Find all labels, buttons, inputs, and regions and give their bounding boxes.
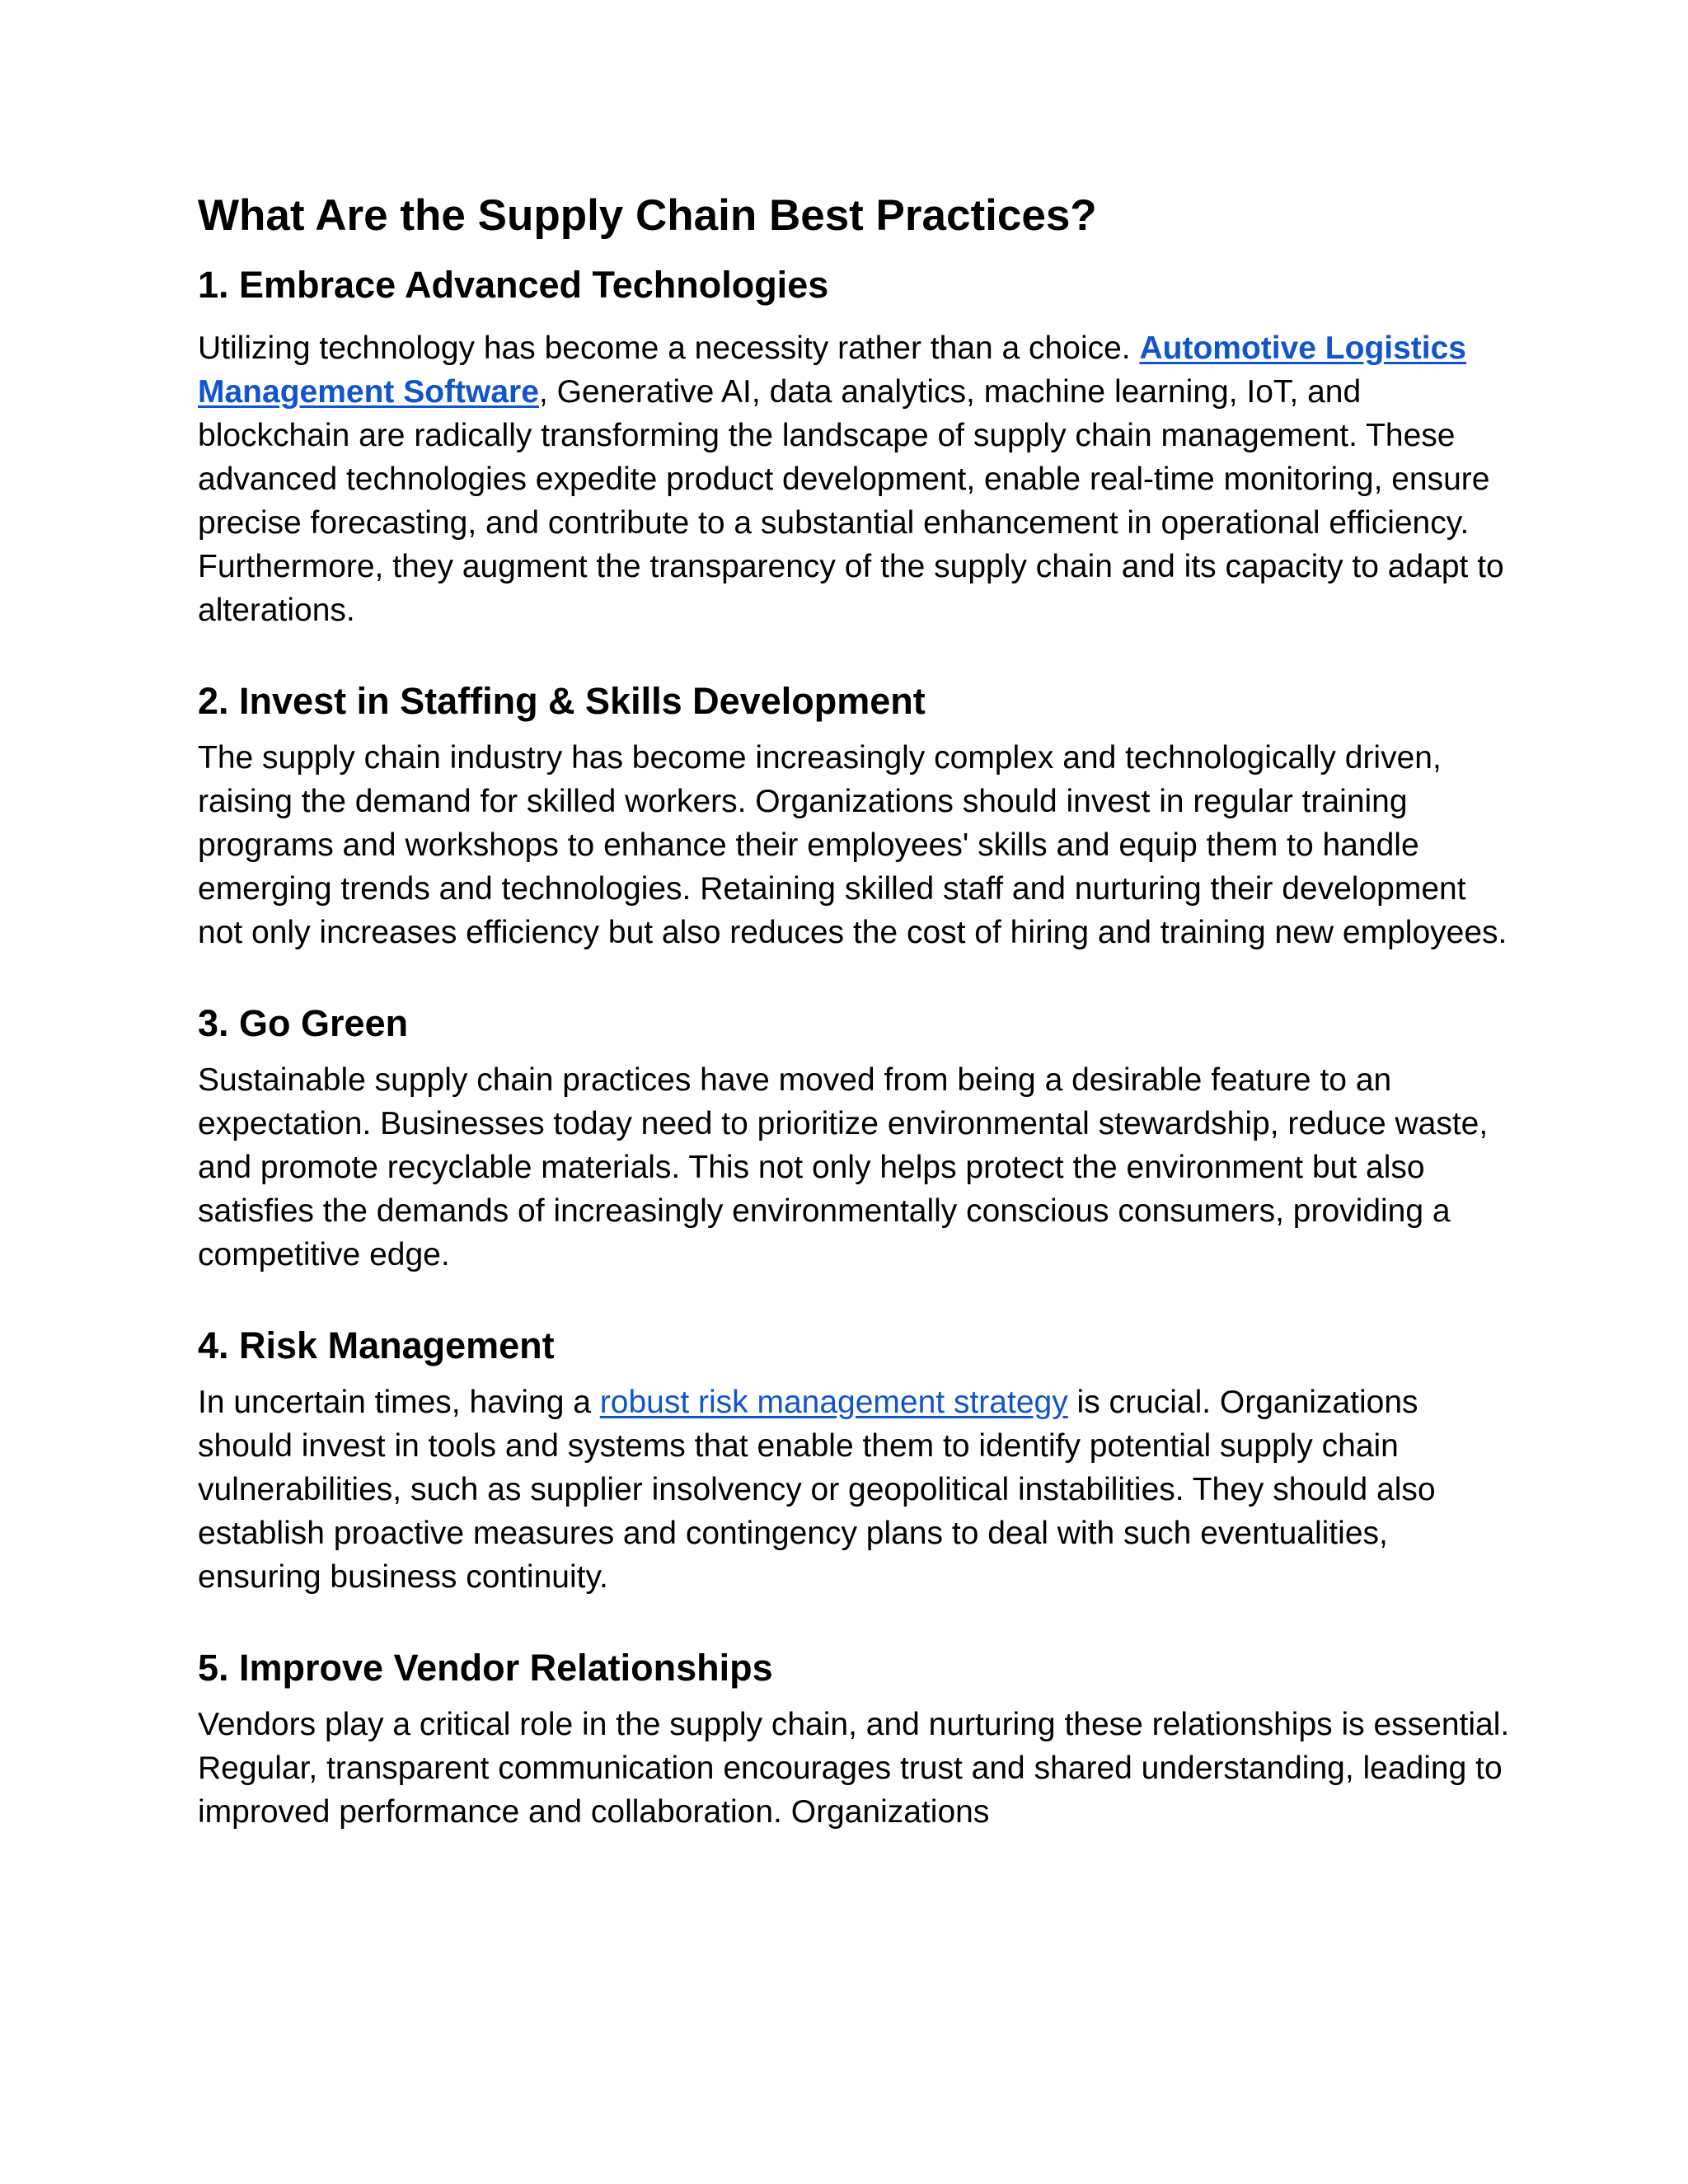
automotive-logistics-software-link[interactable]: Automotive Logistics Management Software [198,330,1467,410]
section-paragraph: Vendors play a critical role in the supply chain, and nurturing these relationships is essential. Regular, transparent communication encourages trust and shared understanding, leading to improved performance and collaboration. Organizations [198,1707,1510,1830]
section-paragraph [198,1380,1517,1599]
section-heading: 2. Invest in Staffing & Skills Development [198,680,926,722]
page-title: What Are the Supply Chain Best Practices? [198,191,1097,240]
section-embrace-technologies [198,262,1517,632]
section-go-green [198,1001,1517,1277]
paragraph-text: In uncertain times, having a [198,1385,600,1420]
section-heading: 5. Improve Vendor Relationships [198,1647,773,1689]
section-heading: 1. Embrace Advanced Technologies [198,264,829,306]
section-paragraph: Sustainable supply chain practices have moved from being a desirable feature to an expectation. Businesses today need to prioritize environmental stewardship, reduce waste, and promote recyclable materials. This not only helps protect the environment but also satisfies the demands of increasingly environmentally conscious consumers, providing a competitive edge. [198,1062,1489,1272]
section-heading: 4. Risk Management [198,1324,555,1366]
paragraph-text: Utilizing technology has become a necessity rather than a choice. [198,330,1140,366]
risk-management-strategy-link[interactable]: robust risk management strategy [599,1385,1068,1420]
paragraph-text: is crucial. Organizations should invest in tools and systems that enable them to identify potential supply chain vulnerabilities, such as supplier insolvency or geopolitical instabilities. They should also establish proactive measures and contingency plans to deal with such eventualities, ensuring business continuity. [198,1385,1436,1595]
section-paragraph: The supply chain industry has become increasingly complex and technologically driven, raising the demand for skilled workers. Organizations should invest in regular training programs and workshops to enhance their employees' skills and equip them to handle emerging trends and technologies. Retaining skilled staff and nurturing their development not only increases efficiency but also reduces the cost of hiring and training new employees. [198,740,1507,950]
section-staffing-skills [198,678,1517,954]
paragraph-text: , Generative AI, data analytics, machine learning, IoT, and blockchain are radically transforming the landscape of supply chain management. These advanced technologies expedite product development, enable real-time monitoring, ensure precise forecasting, and contribute to a substantial enhancement in operational efficiency. Furthermore, they augment the transparency of the supply chain and its capacity to adapt to alterations. [198,374,1504,628]
section-risk-management [198,1323,1517,1599]
section-vendor-relationships [198,1645,1517,1834]
section-heading: 3. Go Green [198,1002,409,1044]
section-paragraph [198,326,1517,632]
document-page [198,190,1517,1834]
